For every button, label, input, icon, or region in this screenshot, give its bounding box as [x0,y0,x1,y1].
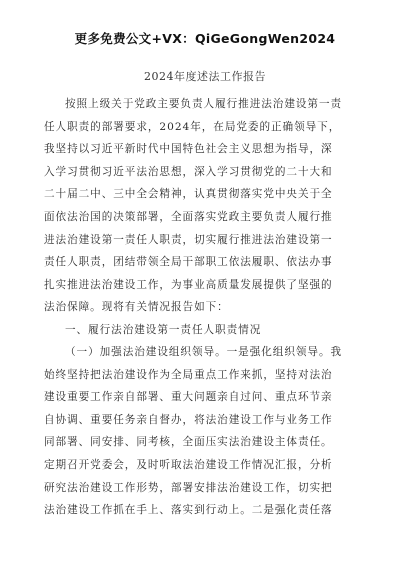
paragraph-intro [44,93,370,319]
paragraph-line: 法治建设工作抓在手上、落实到行动上。二是强化责任落 [44,504,333,517]
paragraph-line: 面依法治国的决策部署，全面落实党政主要负责人履行推 [44,210,333,223]
paragraph-line: 法治保障。现将有关情况报告如下： [44,301,229,314]
paragraph-line: 定期召开党委会，及时听取法治建设工作情况汇报，分析 [44,458,333,471]
paragraph-line: 我坚持以习近平新时代中国特色社会主义思想为指导，深 [44,143,333,156]
paragraph-line: 按照上级关于党政主要负责人履行推进法治建设第一责 [65,98,343,110]
paragraph-organization [44,341,370,522]
paragraph-line: 扎实推进法治建设工作，为事业高质量发展提供了坚强的 [44,278,333,291]
section-heading-text: 一、履行法治建设第一责任人职责情况 [65,324,262,336]
paragraph-line: 同部署、同安排、同考核，全面压实法治建设主体责任。 [44,436,333,449]
section-heading [44,319,370,342]
paragraph-line: 建设重要工作亲自部署、重大问题亲自过问、重点环节亲 [44,391,333,404]
paragraph-line: 研究法治建设工作形势，部署安排法治建设工作，切实把 [44,481,333,494]
paragraph-line: 始终坚持把法治建设作为全局重点工作来抓，坚持对法治 [44,368,333,381]
paragraph-line: 任人职责的部署要求，2024年，在局党委的正确领导下， [44,120,341,133]
paragraph-line: 入学习贯彻习近平法治思想，深入学习贯彻党的二十大和 [44,165,333,178]
paragraph-line: 进法治建设第一责任人职责，切实履行推进法治建设第一 [44,233,333,246]
paragraph-line: （一）加强法治建设组织领导。一是强化组织领导。我 [65,346,343,358]
paragraph-line: 自协调、重要任务亲自督办，将法治建设工作与业务工作 [44,413,333,426]
header-banner: 更多免费公文+VX：QiGeGongWen2024 [74,31,336,46]
document-title: 2024年度述法工作报告 [144,70,266,83]
paragraph-line: 责任人职责，团结带领全局干部职工依法履职、依法办事 [44,256,333,269]
paragraph-line: 二十届二中、三中全会精神，认真贯彻落实党中央关于全 [44,188,333,201]
